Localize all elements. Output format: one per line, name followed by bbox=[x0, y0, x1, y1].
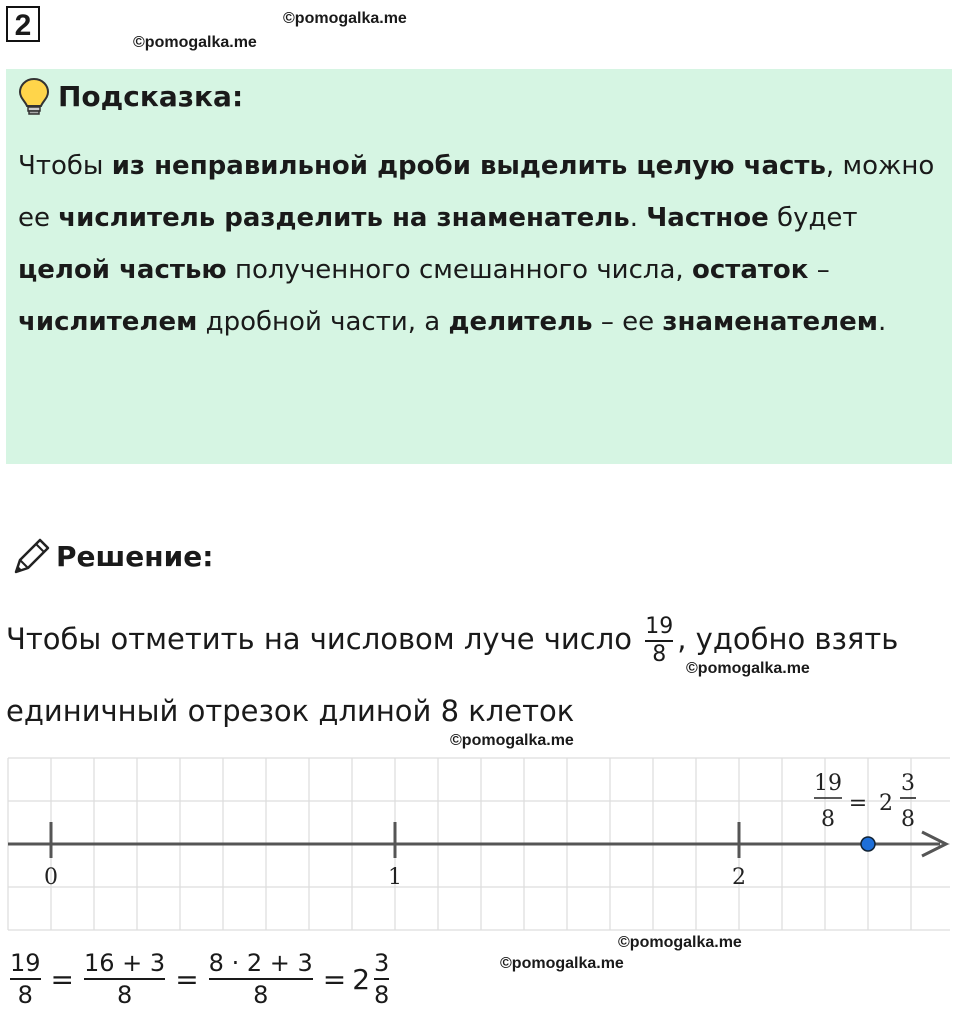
annotation-denominator: 8 bbox=[821, 807, 835, 832]
watermark: ©pomogalka.me bbox=[686, 660, 810, 677]
hint-text bbox=[18, 140, 943, 348]
tick-label: 1 bbox=[388, 865, 402, 890]
hint-segment: знаменателем bbox=[662, 307, 879, 337]
hint-segment: . bbox=[629, 203, 647, 233]
watermark: ©pomogalka.me bbox=[618, 934, 742, 951]
lightbulb-icon bbox=[16, 76, 52, 116]
marked-point bbox=[861, 837, 875, 851]
hint-segment: полученного смешанного числа, bbox=[226, 255, 692, 285]
hint-segment: из неправильной дроби выделить целую часть bbox=[111, 151, 826, 181]
eq-fraction-2 bbox=[84, 948, 165, 1010]
tick-label: 0 bbox=[44, 865, 58, 890]
hint-segment: – bbox=[808, 255, 830, 285]
eq-fraction-1 bbox=[10, 948, 41, 1010]
eq-whole: 2 bbox=[352, 962, 371, 996]
eq-operator: = bbox=[322, 962, 347, 996]
eq-numerator: 19 bbox=[10, 949, 41, 977]
fraction-19-8 bbox=[645, 614, 673, 668]
watermark: ©pomogalka.me bbox=[500, 955, 624, 972]
hint-segment: дробной части, а bbox=[197, 307, 449, 337]
solution-title: Решение: bbox=[56, 540, 214, 573]
eq-fraction-4 bbox=[374, 948, 389, 1010]
solution-line-2: единичный отрезок длиной 8 клеток bbox=[6, 694, 575, 728]
hint-segment: целой частью bbox=[18, 255, 227, 285]
eq-numerator: 8 · 2 + 3 bbox=[208, 949, 313, 977]
hint-segment: числитель разделить на знаменатель bbox=[58, 203, 630, 233]
eq-numerator: 16 + 3 bbox=[84, 949, 166, 977]
eq-numerator: 3 bbox=[374, 949, 390, 977]
solution-text: Чтобы отметить на числовом луче число bbox=[6, 622, 632, 656]
annotation-frac-denominator: 8 bbox=[901, 807, 915, 832]
task-number: 2 bbox=[6, 6, 40, 42]
hint-segment: остаток bbox=[691, 255, 809, 285]
watermark: ©pomogalka.me bbox=[283, 10, 407, 27]
hint-segment: будет bbox=[768, 203, 858, 233]
hint-segment: . bbox=[878, 307, 887, 337]
hint-segment: – ее bbox=[592, 307, 663, 337]
fraction-denominator: 8 bbox=[652, 642, 667, 667]
watermark: ©pomogalka.me bbox=[450, 732, 574, 749]
tick-label: 2 bbox=[732, 865, 746, 890]
hint-segment: делитель bbox=[448, 307, 593, 337]
solution-text: , удобно взять bbox=[677, 622, 899, 656]
annotation-whole: 2 bbox=[879, 791, 893, 816]
equation bbox=[6, 948, 393, 1010]
number-line bbox=[0, 756, 960, 936]
eq-operator: = bbox=[175, 962, 199, 996]
hint-segment: Частное bbox=[646, 203, 769, 233]
eq-fraction-3 bbox=[209, 948, 313, 1010]
eq-operator: = bbox=[50, 962, 75, 996]
eq-denominator: 8 bbox=[253, 981, 269, 1009]
annotation-numerator: 19 bbox=[814, 771, 842, 796]
hint-segment: Чтобы bbox=[18, 151, 112, 181]
pencil-icon bbox=[10, 536, 52, 578]
eq-denominator: 8 bbox=[116, 981, 133, 1009]
eq-denominator: 8 bbox=[374, 981, 390, 1009]
hint-title: Подсказка: bbox=[58, 80, 244, 113]
annotation-equals: = bbox=[848, 791, 868, 816]
hint-segment: , можно ее bbox=[18, 151, 935, 233]
fraction-numerator: 19 bbox=[645, 614, 674, 639]
watermark: ©pomogalka.me bbox=[133, 34, 257, 51]
annotation-frac-numerator: 3 bbox=[901, 771, 915, 796]
hint-segment: числителем bbox=[18, 307, 198, 337]
eq-denominator: 8 bbox=[17, 981, 33, 1009]
